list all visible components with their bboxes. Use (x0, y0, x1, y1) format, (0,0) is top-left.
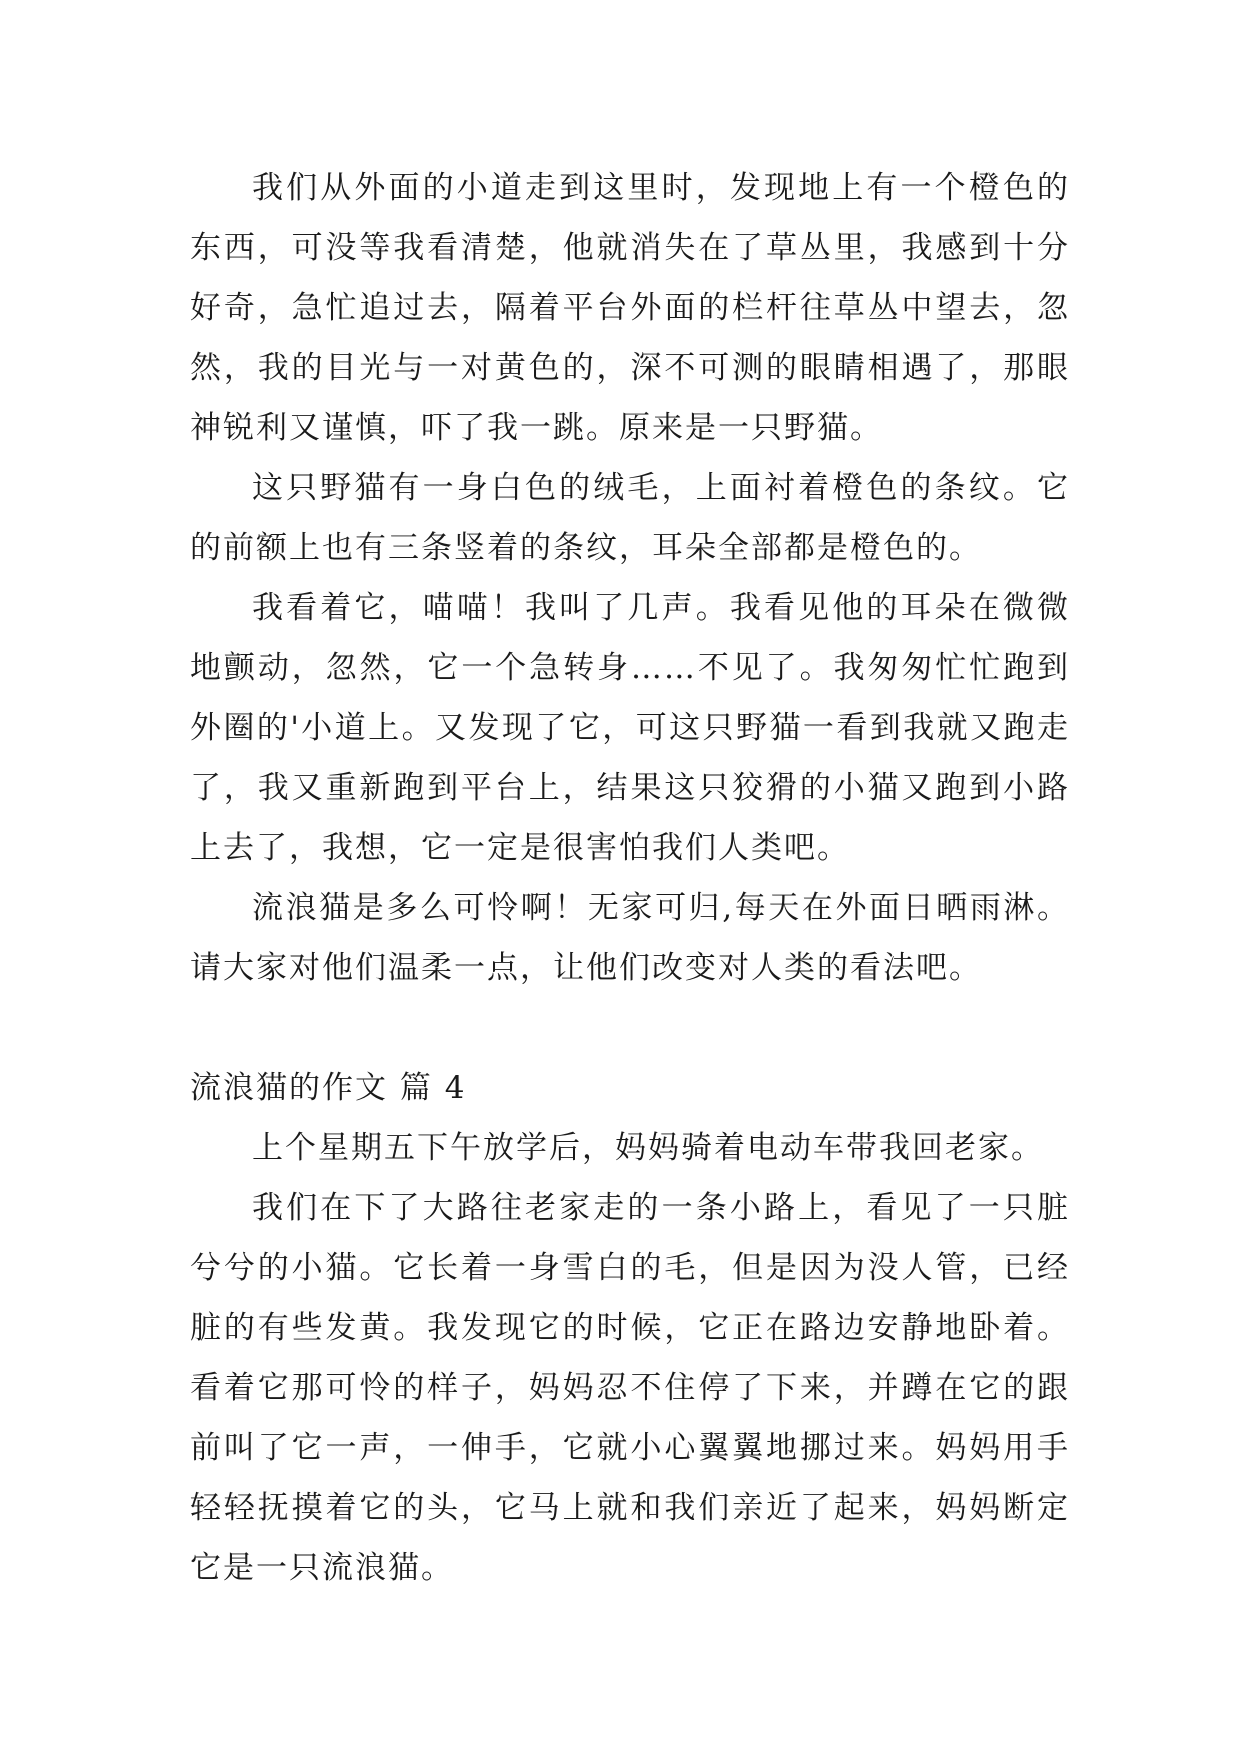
paragraph: 这只野猫有一身白色的绒毛，上面衬着橙色的条纹。它的前额上也有三条竖着的条纹，耳朵全部都是橙色的。 (190, 470, 1070, 566)
section-heading: 流浪猫的作文 篇 4 (190, 1070, 467, 1106)
paragraph: 我们在下了大路往老家走的一条小路上，看见了一只脏兮兮的小猫。它长着一身雪白的毛，但是因为没人管，已经脏的有些发黄。我发现它的时候，它正在路边安静地卧着。看着它那可怜的样子，妈妈忍不住停了下来，并蹲在它的跟前叫了它一声，一伸手，它就小心翼翼地挪过来。妈妈用手轻轻抚摸着它的头，它马上就和我们亲近了起来，妈妈断定它是一只流浪猫。 (190, 1190, 1070, 1586)
paragraph: 我们从外面的小道走到这里时，发现地上有一个橙色的东西，可没等我看清楚，他就消失在了草丛里，我感到十分好奇，急忙追过去，隔着平台外面的栏杆往草丛中望去，忽然，我的目光与一对黄色的，深不可测的眼睛相遇了，那眼神锐利又谨慎，吓了我一跳。原来是一只野猫。 (190, 170, 1070, 446)
paragraph: 流浪猫是多么可怜啊！无家可归,每天在外面日晒雨淋。请大家对他们温柔一点，让他们改变对人类的看法吧。 (190, 890, 1070, 986)
document-body (190, 158, 1070, 1598)
paragraph: 我看着它，喵喵！我叫了几声。我看见他的耳朵在微微地颤动，忽然，它一个急转身……不见了。我匆匆忙忙跑到外圈的'小道上。又发现了它，可这只野猫一看到我就又跑走了，我又重新跑到平台上，结果这只狡猾的小猫又跑到小路上去了，我想，它一定是很害怕我们人类吧。 (190, 590, 1070, 866)
paragraph: 上个星期五下午放学后，妈妈骑着电动车带我回老家。 (252, 1130, 1044, 1166)
